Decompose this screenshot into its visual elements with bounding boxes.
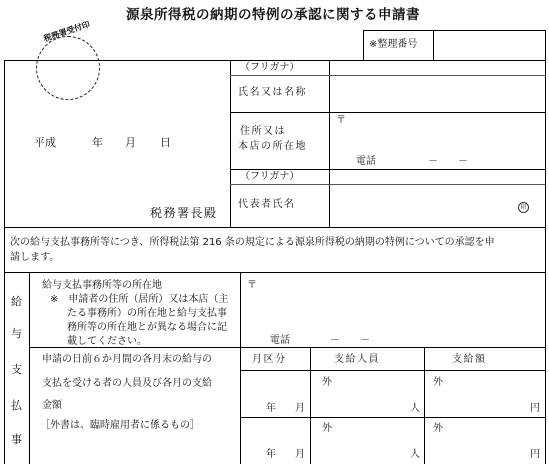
header-amount: 支給額	[452, 354, 487, 365]
office-postal-mark: 〒	[247, 280, 257, 291]
row1-person-unit: 人	[410, 403, 420, 414]
row2-month: 月	[295, 449, 305, 460]
row1-month: 月	[295, 403, 305, 414]
reception-stamp-icon	[36, 36, 100, 100]
date-month: 月	[125, 136, 136, 149]
payroll-line-4: ［外書は、臨時雇用者に係るもの］	[40, 420, 200, 431]
row1-year: 年	[266, 403, 276, 414]
name-label: 氏名又は名称	[238, 87, 307, 98]
office-address-field[interactable]	[258, 280, 542, 332]
section-char-2: 与	[11, 327, 22, 340]
ref-number-label: ※整理番号	[369, 39, 418, 50]
ref-box-top	[363, 30, 546, 31]
row2-person-unit: 人	[410, 449, 420, 460]
rep-name-field[interactable]	[332, 187, 507, 223]
section-char-4: 払	[11, 399, 22, 412]
stamp-label: 税務署受付印	[42, 19, 92, 44]
section-char-3: 支	[11, 363, 22, 376]
row1-amount-field[interactable]	[428, 388, 528, 412]
rep-furigana-field[interactable]	[332, 171, 542, 183]
page-title: 源泉所得税の納期の特例の承認に関する申請書	[126, 7, 420, 23]
furigana-field[interactable]	[332, 62, 542, 74]
address-label-2: 本店の所在地	[238, 141, 307, 152]
payroll-line-3: 金額	[42, 400, 62, 411]
rep-furigana-label: （フリガナ）	[240, 171, 300, 182]
row1-employees-field[interactable]	[313, 388, 407, 412]
row1-yen-unit: 円	[530, 403, 540, 414]
note-line-1: ※ 申請者の住所（居所）又は本店（主	[50, 294, 229, 305]
postal-mark: 〒	[336, 115, 346, 126]
payroll-line-2: 支払を受ける者の人員及び各月の支給	[42, 378, 212, 389]
row2-employees-field[interactable]	[313, 433, 407, 457]
header-month: 月区分	[252, 354, 287, 365]
tax-office-label: 税務署長殿	[150, 206, 218, 220]
section-char-5: 事	[11, 433, 22, 446]
row2-amount-outer: 外	[433, 423, 443, 434]
phone-label: 電話	[356, 156, 376, 167]
furigana-label: （フリガナ）	[240, 62, 300, 73]
address-label-1: 住所又は	[240, 126, 286, 137]
statement-line2: 請します。	[10, 252, 60, 263]
payroll-line-1: 申請の日前６か月間の各月末の給与の	[42, 354, 212, 365]
statement-line1: 次の給与支払事務所等につき、所得税法第 216 条の規定による源泉所得税の納期の特例についての承認を申	[10, 237, 495, 248]
office-phone-label: 電話	[270, 335, 290, 346]
phone-dash: － －	[428, 156, 468, 167]
address-field[interactable]	[348, 115, 542, 153]
row1-amount-outer: 外	[433, 377, 443, 388]
header-employees: 支給人員	[334, 354, 380, 365]
note-line-2: たる事務所）の所在地と給与支払事	[67, 308, 227, 319]
row2-yen-unit: 円	[530, 449, 540, 460]
office-phone-dash: － －	[330, 335, 370, 346]
note-line-3: 務所等の所在地とが異なる場合に記	[67, 322, 227, 333]
date-year: 年	[92, 136, 103, 149]
section-char-1: 給	[11, 295, 22, 308]
date-day: 日	[160, 136, 171, 149]
ref-number-field[interactable]	[436, 33, 542, 57]
row2-employees-outer: 外	[322, 423, 332, 434]
office-address-label: 給与支払事務所等の所在地	[42, 280, 162, 291]
row2-year: 年	[266, 449, 276, 460]
date-era: 平成	[34, 136, 56, 149]
name-field[interactable]	[332, 78, 542, 110]
seal-icon: 印	[518, 202, 529, 213]
row2-amount-field[interactable]	[428, 433, 528, 457]
row1-employees-outer: 外	[322, 377, 332, 388]
rep-name-label: 代表者氏名	[238, 199, 296, 210]
note-line-4: 載してください。	[67, 336, 147, 347]
